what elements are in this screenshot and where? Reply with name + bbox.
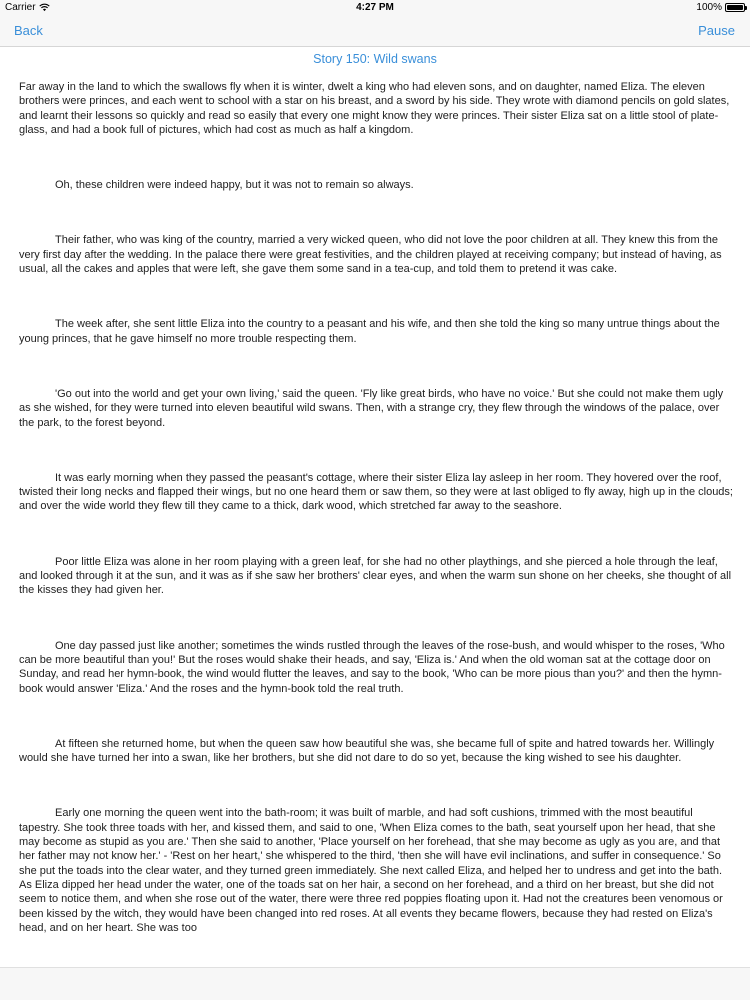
back-button[interactable]: Back <box>14 23 43 38</box>
story-paragraph: It was early morning when they passed the peasant's cottage, where their sister Eliza lay asleep in her room. They hovered over the roof, twisted their long necks and flapped their wings, but no one heard them or saw them, so they were at last obliged to fly away, high up in the clouds; and over the wide world they flew till they came to a thick, dark wood, which stretched far away to the seashore. <box>19 471 733 513</box>
carrier-label: Carrier <box>5 2 36 13</box>
story-paragraph: At fifteen she returned home, but when the queen saw how beautiful she was, she became full of spite and hatred towards her. Willingly would she have turned her into a swan, like her brothers, but she did not dare to do so yet, because the king wished to see his daughter. <box>19 737 715 765</box>
story-paragraph: Early one morning the queen went into the bath-room; it was built of marble, and had soft cushions, trimmed with the most beautiful tapestry. She took three toads with her, and kissed them, and said to one, 'When Eliza comes to the bath, seat yourself upon her head, that she may become as stupid as you are.' Then she said to another, 'Place yourself on her forehead, that she may become as ugly as you are, and that her father may not know her.' - 'Rest on her heart,' she whispered to the third, 'then she will have evil inclinations, and suffer in consequence.' So she put the toads into the clear water, and they turned green immediately. She next called Eliza, and helped her to undress and get into the bath. As Eliza dipped her head under the water, one of the toads sat on her hair, a second on her forehead, and a third on her breast, but she did not seem to notice them, and when she rose out of the water, there were three red poppies floating upon it. Had not the creatures been venomous or been kissed by the witch, they would have been changed into red roses. At all events they became flowers, because they had rested on Eliza's head, and on her heart. She was too <box>19 807 723 934</box>
story-paragraph: 'Go out into the world and get your own living,' said the queen. 'Fly like great birds, who have no voice.' But she could not make them ugly as she wished, for they were turned into eleven beautiful wild swans. Then, with a strange cry, they flew through the windows of the palace, over the park, to the forest beyond. <box>19 387 724 429</box>
story-paragraph: The week after, she sent little Eliza into the country to a peasant and his wife, and then she told the king so many untrue things about the young princes, that he gave himself no more trouble respecting them. <box>19 318 720 345</box>
story-paragraph: Poor little Eliza was alone in her room playing with a green leaf, for she had no other playthings, and she pierced a hole through the leaf, and looked through it at the sun, and it was as if she saw her brothers' clear eyes, and when the warm sun shone on her cheeks, she thought of all the kisses they had given her. <box>19 555 732 597</box>
story-paragraph: One day passed just like another; sometimes the winds rustled through the leaves of the rose-bush, and would whisper to the roses, 'Who can be more beautiful than you!' But the roses would shake their heads, and say, 'Eliza is.' And when the old woman sat at the cottage door on Sunday, and read her hymn-book, the wind would flutter the leaves, and say to the book, 'Who can be more pious than you?' and then the hymn-book would answer 'Eliza.' And the roses and the hymn-book told the real truth. <box>19 639 725 695</box>
story-paragraph: Oh, these children were indeed happy, but it was not to remain so always. <box>55 179 414 192</box>
story-text-area[interactable] <box>19 80 737 965</box>
battery-icon <box>725 3 745 12</box>
pause-button[interactable]: Pause <box>698 23 735 38</box>
story-paragraph: Their father, who was king of the country, married a very wicked queen, who did not love the poor children at all. They knew this from the very first day after the wedding. In the palace there were great festivities, and the children played at receiving company; but instead of having, as usual, all the cakes and apples that were left, she gave them some sand in a tea-cup, and told them to pretend it was cake. <box>19 234 722 276</box>
bottom-toolbar <box>0 967 750 1000</box>
status-time: 4:27 PM <box>356 2 394 13</box>
story-paragraph: Far away in the land to which the swallows fly when it is winter, dwelt a king who had eleven sons, and on daughter, named Eliza. The eleven brothers were princes, and each went to school with a star on his breast, and a sword by his side. They wrote with diamond pencils on gold slates, and learnt their lessons so quickly and read so easily that every one might know they were princes. Their sister Eliza sat on a little stool of plate-glass, and had a book full of pictures, which had cost as much as half a kingdom. <box>19 81 730 136</box>
story-title: Story 150: Wild swans <box>313 52 437 66</box>
status-bar <box>0 0 750 16</box>
status-right <box>696 2 745 13</box>
navigation-bar <box>0 16 750 47</box>
battery-percent: 100% <box>696 2 722 13</box>
